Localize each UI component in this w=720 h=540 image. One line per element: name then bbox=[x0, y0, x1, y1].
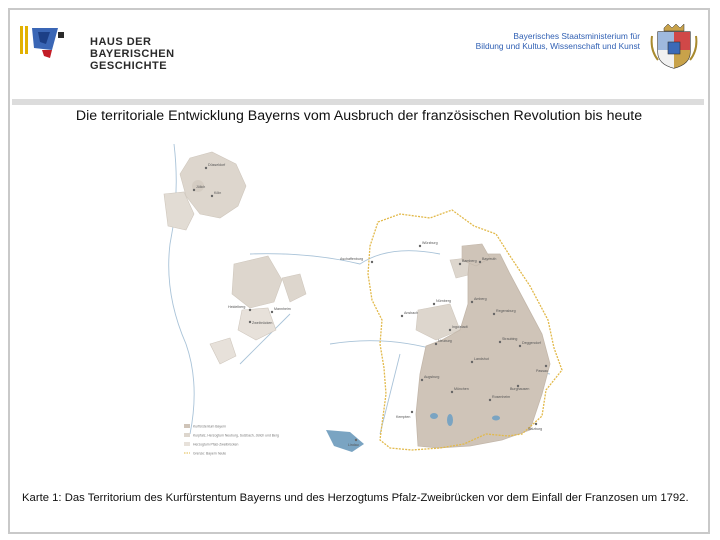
place-label: Kempten bbox=[396, 415, 411, 419]
title-separator bbox=[12, 99, 704, 105]
header bbox=[10, 10, 708, 100]
place-label: Ansbach bbox=[404, 311, 418, 315]
legend-label: Herzogtum Pfalz-Zweibrücken bbox=[193, 442, 239, 447]
legend-label: Grenze: Bayern heute bbox=[193, 451, 227, 456]
lake-chiemsee bbox=[492, 416, 500, 421]
place-label: Burghausen bbox=[510, 387, 530, 391]
logo-text bbox=[90, 36, 175, 72]
place-label: Straubing bbox=[502, 337, 518, 341]
lake-ammersee bbox=[430, 413, 438, 419]
legend-swatch bbox=[184, 442, 190, 446]
place-label: Bayreuth bbox=[482, 257, 497, 261]
place-label: Heidelberg bbox=[228, 305, 246, 309]
place-label: Rosenheim bbox=[492, 395, 511, 399]
territory-kurbayern bbox=[416, 254, 550, 448]
legend-swatch bbox=[184, 424, 190, 428]
legend-label: Kurfürstentum Bayern bbox=[193, 424, 226, 429]
territory-kurpfalz bbox=[210, 256, 306, 364]
place-label: Ingolstadt bbox=[452, 325, 468, 329]
place-label: Deggendorf bbox=[522, 341, 541, 345]
logo-line-1: HAUS DER bbox=[90, 36, 152, 48]
place-label: Würzburg bbox=[422, 241, 438, 245]
lake-constance bbox=[326, 430, 364, 452]
ministry-name bbox=[476, 31, 640, 51]
ministry-line-2: Bildung und Kultus, Wissenschaft und Kunst bbox=[475, 41, 640, 51]
ministry-line-1: Bayerisches Staatsministerium für bbox=[513, 31, 640, 41]
place-label: Nürnberg bbox=[436, 299, 451, 303]
place-label: Bamberg bbox=[462, 259, 477, 263]
slide-title: Die territoriale Entwicklung Bayerns vom Ausbruch der französischen Revolution bis heute bbox=[75, 108, 643, 124]
place-label: Mannheim bbox=[274, 307, 291, 311]
place-label: Düsseldorf bbox=[208, 163, 226, 167]
place-label: Neuburg bbox=[438, 339, 452, 343]
slide-frame bbox=[8, 8, 710, 534]
place-label: Zweibrücken bbox=[252, 321, 273, 325]
legend-swatch bbox=[184, 433, 190, 437]
bavarian-coat-of-arms-icon bbox=[650, 24, 698, 70]
hdbg-logo bbox=[20, 22, 180, 72]
place-label: Amberg bbox=[474, 297, 487, 301]
place-label: Salzburg bbox=[528, 427, 543, 431]
place-label: Köln bbox=[214, 191, 222, 195]
logo-line-2: BAYERISCHEN bbox=[90, 48, 175, 60]
place-label: Lindau bbox=[348, 443, 359, 447]
river-lech bbox=[380, 354, 400, 434]
logo-line-3: GESCHICHTE bbox=[90, 60, 168, 72]
place-label: München bbox=[454, 387, 469, 391]
place-label: Augsburg bbox=[424, 375, 440, 379]
map-legend bbox=[184, 424, 279, 456]
legend-label: Kurpfalz, Herzogtum Neuburg, Sulzbach, Jülich und Berg bbox=[193, 433, 279, 438]
place-label: Aschaffenburg bbox=[340, 257, 364, 261]
place-label: Jülich bbox=[196, 185, 206, 189]
place-label: Regensburg bbox=[496, 309, 516, 313]
map-caption: Karte 1: Das Territorium des Kurfürstentum Bayerns und des Herzogtums Pfalz-Zweibrücken vor dem Einfall der Franzosen um 1792. bbox=[22, 492, 689, 504]
place-label: Landshut bbox=[474, 357, 489, 361]
place-label: Passau bbox=[536, 369, 548, 373]
hdbg-logo-icon bbox=[20, 22, 75, 62]
historical-map bbox=[150, 134, 570, 486]
lake-starnberg bbox=[447, 414, 453, 426]
